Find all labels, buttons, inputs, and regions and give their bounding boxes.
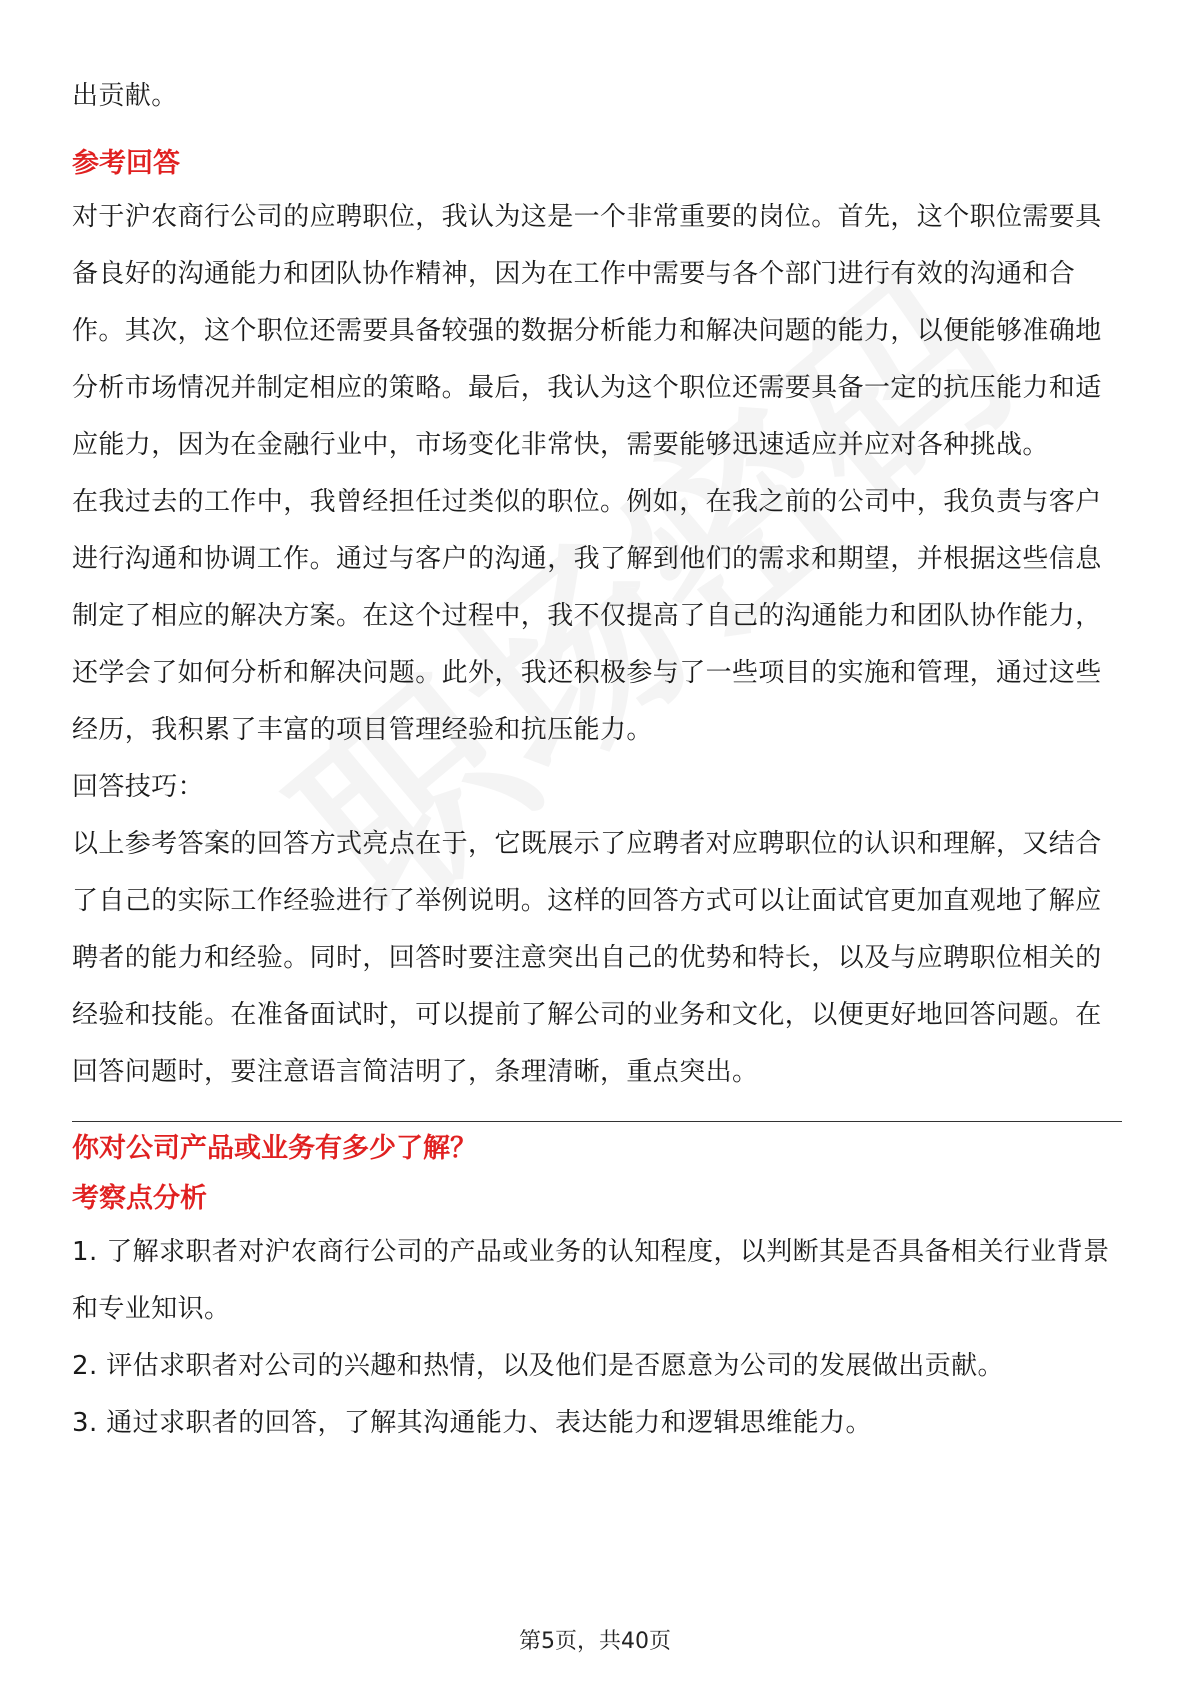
question-title: 你对公司产品或业务有多少了解？	[72, 1133, 477, 1164]
answer-paragraph-2: 在我过去的工作中，我曾经担任过类似的职位。例如，在我之前的公司中，我负责与客户进行沟通和协调工作。通过与客户的沟通，我了解到他们的需求和期望，并根据这些信息制定了相应的解决方案。在这个过程中，我不仅提高了自己的沟通能力和团队协作能力，还学会了如何分析和解决问题。此外，我还积极参与了一些项目的实施和管理，通过这些经历，我积累了丰富的项目管理经验和抗压能力。	[72, 487, 1102, 745]
document-body	[72, 68, 1122, 1452]
tips-label: 回答技巧：	[72, 772, 205, 802]
analysis-heading: 考察点分析	[72, 1183, 207, 1214]
tips-text: 以上参考答案的回答方式亮点在于，它既展示了应聘者对应聘职位的认识和理解，又结合了自己的实际工作经验进行了举例说明。这样的回答方式可以让面试官更加直观地了解应聘者的能力和经验。同时，回答时要注意突出自己的优势和特长，以及与应聘职位相关的经验和技能。在准备面试时，可以提前了解公司的业务和文化，以便更好地回答问题。在回答问题时，要注意语言简洁明了，条理清晰，重点突出。	[72, 829, 1102, 1087]
analysis-point-1: 1. 了解求职者对沪农商行公司的产品或业务的认知程度，以判断其是否具备相关行业背景和专业知识。	[72, 1237, 1110, 1324]
analysis-point-3: 3. 通过求职者的回答，了解其沟通能力、表达能力和逻辑思维能力。	[72, 1408, 872, 1438]
analysis-point-2: 2. 评估求职者对公司的兴趣和热情，以及他们是否愿意为公司的发展做出贡献。	[72, 1351, 1004, 1381]
page-number: 第5页，共40页	[519, 1629, 671, 1654]
answer-paragraph-1: 对于沪农商行公司的应聘职位，我认为这是一个非常重要的岗位。首先，这个职位需要具备良好的沟通能力和团队协作精神，因为在工作中需要与各个部门进行有效的沟通和合作。其次，这个职位还需要具备较强的数据分析能力和解决问题的能力，以便能够准确地分析市场情况并制定相应的策略。最后，我认为这个职位还需要具备一定的抗压能力和适应能力，因为在金融行业中，市场变化非常快，需要能够迅速适应并应对各种挑战。	[72, 202, 1102, 460]
continued-text: 出贡献。	[72, 81, 178, 111]
answer-heading: 参考回答	[72, 148, 180, 179]
section-divider	[72, 1121, 1122, 1122]
